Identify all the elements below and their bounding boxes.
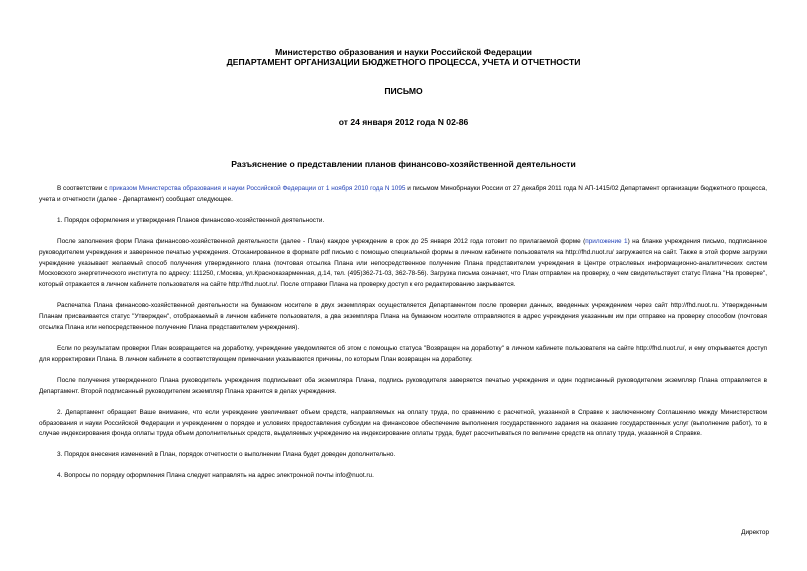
ministry-name: Министерство образования и науки Российской Федерации [275, 47, 532, 57]
order-1095-link[interactable]: приказом Министерства образования и науки Российской Федерации от 1 ноября 2010 года N 1095 [109, 185, 406, 192]
paragraph-section-4: 4. Вопросы по порядку оформления Плана следует направлять на адрес электронной почты info@nuot.ru. [57, 472, 374, 480]
document-subject: Разъяснение о представлении планов финансово-хозяйственной деятельности [231, 159, 576, 169]
document-type: ПИСЬМО [384, 86, 423, 96]
document-date-number: от 24 января 2012 года N 02-86 [338, 117, 469, 127]
signature-position: Директор [741, 529, 769, 536]
paragraph-section-1-heading: 1. Порядок оформления и утверждения Планов финансово-хозяйственной деятельности. [57, 216, 325, 224]
paragraph-section-2: 2. Департамент обращает Ваше внимание, что если учреждение увеличивает объем средств, направляемых на оплату труда, по сравнению с расчетной, указанной в Справке к заключенному Соглашению между Министерством образования и науки Российской Федерации и учреждением о порядке и условиях предоставления субсидии на финансовое обеспечение выполнения государственного задания на оказание государственных услуг (выполнение работ), то в случае индексирования фонда оплаты труда объем дополнительных средств, выделяемых учреждению на индексирование оплаты труда, будет рассчитываться по величине средств на оплату труда, указанной в Справке. [39, 408, 767, 438]
paragraph-intro [39, 184, 767, 206]
paragraph-plan-submission-text-2: ) на бланке учреждения письмо, подписанное руководителем учреждения и заверенное печатью учреждения. Отсканированное в формате pdf письмо с помощью специальной формы в личном кабинете пользователя на http://fhd.nuot.ru/ загружается на сайт. Также в этой форме загрузки учреждение указывает желаемый способ получения утвержденного плана (почтовая отсылка Плана или непосредственное получение Плана представителем учреждения в Центре отраслевых информационно-аналитических систем Московского энергетического института по адресу: 111250, г.Москва, ул.Красноказарменная, д.14, тел. (495)362-71-03, 362-78-56). Загрузка письма означает, что План отправлен на проверку, о чем свидетельствует статус Плана "На проверке", который отражается в личном кабинете пользователя на сайте http://fhd.nuot.ru/. После отправки Плана на проверку доступ к его редактированию закрывается. [39, 237, 768, 289]
paragraph-plan-returned: Если по результатам проверки План возвращается на доработку, учреждение уведомляется об этом с помощью статуса "Возвращен на доработку" в личном кабинете пользователя на сайте http://fhd.nuot.ru/, и ему открывается доступ для корректировки Плана. В личном кабинете в соответствующем примечании указываются причины, по которым План возвращен на доработку. [39, 344, 767, 363]
paragraph-plan-submission [39, 237, 767, 292]
department-name: ДЕПАРТАМЕНТ ОРГАНИЗАЦИИ БЮДЖЕТНОГО ПРОЦЕССА, УЧЕТА И ОТЧЕТНОСТИ [226, 57, 581, 67]
appendix-1-link[interactable]: приложение 1 [585, 237, 628, 245]
paragraph-plan-signed: После получения утвержденного Плана руководитель учреждения подписывает оба экземпляра Плана, подпись руководителя заверяется печатью учреждения и один подписанный руководителем экземпляр Плана отправляется в Департамент. Второй подписанный руководителем экземпляр Плана хранится в делах учреждения. [39, 376, 767, 395]
paragraph-plan-submission-text-1: После заполнения форм Плана финансово-хозяйственной деятельности (далее - План) каждое учреждение в срок до 25 января 2012 года готовит по прилагаемой форме ( [57, 237, 586, 245]
paragraph-section-3: 3. Порядок внесения изменений в План, порядок отчетности о выполнении Плана будет доведен дополнительно. [57, 451, 396, 459]
paragraph-intro-text-2: и письмом Минобрнауки России от 27 декабря 2011 года N АП-1415/02 Департамент организации бюджетного процесса, учета и отчетности (далее - Департамент) сообщает следующее. [39, 185, 768, 203]
paragraph-intro-text-1: В соответствии с [57, 185, 110, 192]
document-body [39, 184, 767, 482]
paragraph-plan-printout: Распечатка Плана финансово-хозяйственной деятельности на бумажном носителе в двух экземплярах осуществляется Департаментом после проверки данных, введенных учреждением через сайт http://fhd.nuot.ru. Утвержденным Планам присваивается статус "Утвержден", отображаемый в личном кабинете пользователя, а два экземпляра Плана на бумажном носителе отправляются в адрес учреждения указанным им при отправке на проверку способом (почтовая отсылка Плана или непосредственное получение Плана представителем учреждения). [39, 302, 767, 332]
